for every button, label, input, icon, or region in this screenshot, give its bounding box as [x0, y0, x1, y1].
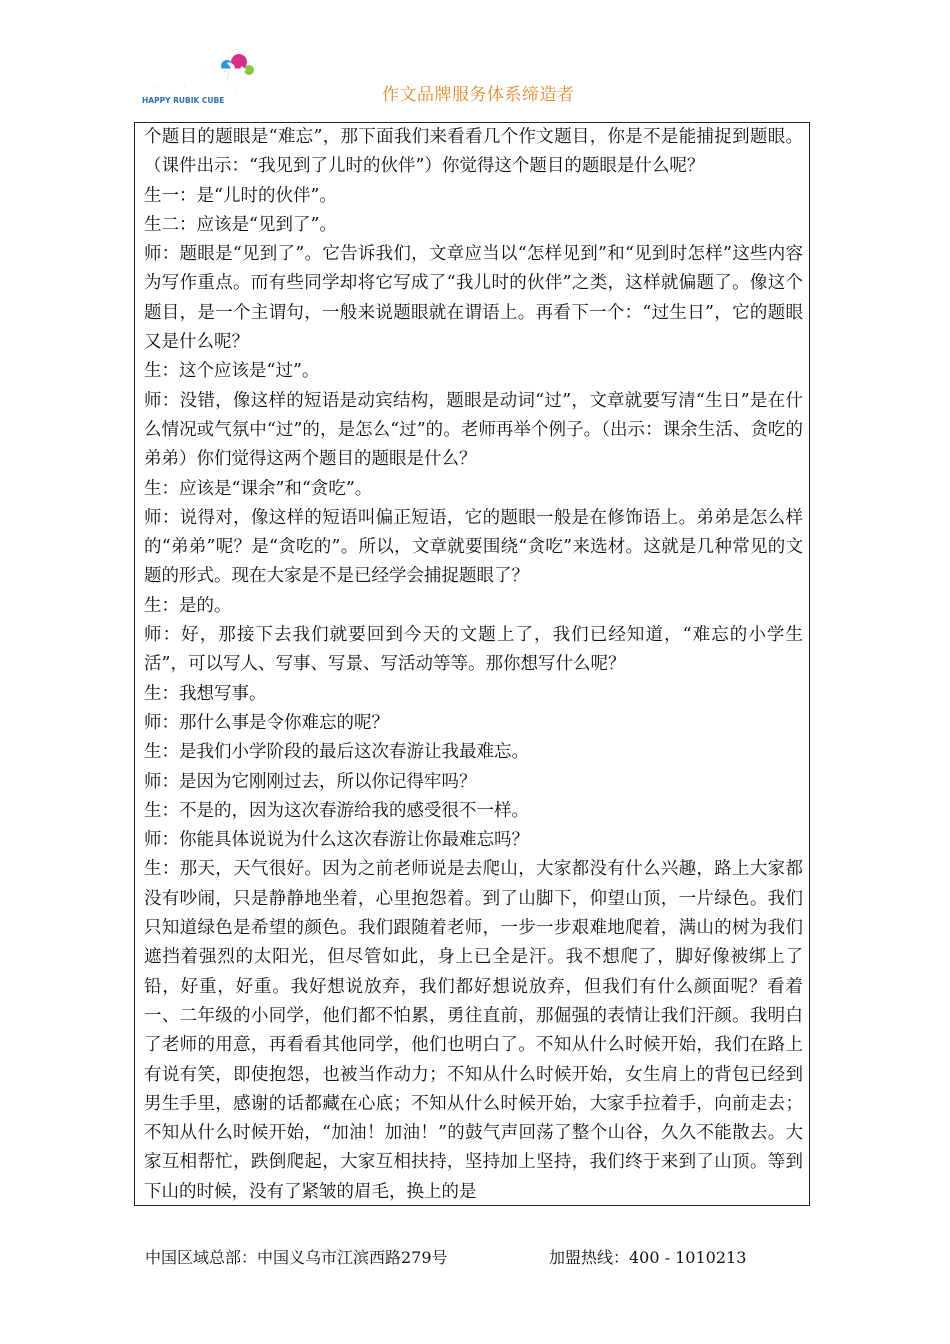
happy-rubik-cube-logo — [128, 52, 258, 108]
dialogue-paragraph: 师：是因为它刚刚过去，所以你记得牢吗？ — [144, 771, 477, 792]
dialogue-paragraph: 生：不是的，因为这次春游给我的感受很不一样。 — [144, 800, 529, 821]
dialogue-paragraph: 师：那什么事是令你难忘的呢？ — [144, 712, 389, 733]
dialogue-paragraph: 师：题眼是“见到了”。它告诉我们，文章应当以“怎样见到”和“见到时怎样”这些内容为写作重点。而有些同学却将它写成了“我儿时的伙伴”之类，这样就偏题了。像这个题目，是一个主谓句，一般来说题眼就在谓语上。再看下一个：“过生日”，它的题眼又是什么呢？ — [144, 244, 803, 353]
dialogue-paragraph: 生二：应该是“见到了”。 — [144, 214, 337, 235]
dialogue-paragraph: 生一：是“儿时的伙伴”。 — [144, 185, 337, 206]
dialogue-paragraph: 生：我想写事。 — [144, 683, 267, 704]
dialogue-paragraph: 生：那天，天气很好。因为之前老师说是去爬山，大家都没有什么兴趣，路上大家都没有吵闹，只是静静地坐着，心里抱怨着。到了山脚下，仰望山顶，一片绿色。我们只知道绿色是希望的颜色。我们跟随着老师，一步一步艰难地爬着，满山的树为我们遮挡着强烈的太阳光，但尽管如此，身上已全是汗。我不想爬了，脚好像被绑上了铅，好重，好重。我好想说放弃，我们都好想说放弃，但我们有什么颜面呢？看着一、二年级的小同学，他们都不怕累，勇往直前，那倔强的表情让我们汗颜。我明白了老师的用意，再看看其他同学，他们也明白了。不知从什么时候开始，我们在路上有说有笑，即使抱怨，也被当作动力；不知从什么时候开始，女生肩上的背包已经到男生手里，感谢的话都藏在心底；不知从什么时候开始，大家手拉着手，向前走去；不知从什么时候开始，“加油！加油！”的鼓气声回荡了整个山谷，久久不能散去。大家互相帮忙，跌倒爬起，大家互相扶持，坚持加上坚持，我们终于来到了山顶。等到下山的时候，没有了紧皱的眉毛，换上的是 — [144, 859, 803, 1202]
dialogue-paragraph: 师：说得对，像这样的短语叫偏正短语，它的题眼一般是在修饰语上。弟弟是怎么样的“弟弟”呢？是“贪吃的”。所以，文章就要围绕“贪吃”来选材。这就是几种常见的文题的形式。现在大家是不是已经学会捕捉题眼了？ — [144, 507, 803, 587]
dialogue-paragraph: 师：你能具体说说为什么这次春游让你最难忘吗？ — [144, 830, 529, 851]
lesson-dialogue — [135, 123, 809, 1206]
dialogue-paragraph: 生：这个应该是“过”。 — [144, 361, 320, 382]
logo-subtext: HAPPY RUBIK CUBE — [142, 96, 225, 105]
header-tagline: 作文品牌服务体系缔造者 — [382, 85, 575, 105]
lesson-content-box — [134, 122, 810, 1206]
dialogue-paragraph: 生：应该是“课余”和“贪吃”。 — [144, 478, 373, 499]
footer-hotline: 加盟热线：400 - 1010213 — [549, 1248, 747, 1267]
logo-wordmark: 快乐魔方 — [130, 61, 247, 95]
dialogue-paragraph: 个题目的题眼是“难忘”，那下面我们来看看几个作文题目，你是不是能捕捉到题眼。（课件出示：“我见到了儿时的伙伴”）你觉得这个题目的题眼是什么呢？ — [144, 127, 803, 177]
dialogue-paragraph: 师：好，那接下去我们就要回到今天的文题上了，我们已经知道，“难忘的小学生活”，可以写人、写事、写景、写活动等等。那你想写什么呢？ — [144, 625, 803, 675]
dialogue-paragraph: 生：是的。 — [144, 595, 232, 616]
dialogue-paragraph: 师：没错，像这样的短语是动宾结构，题眼是动词“过”，文章就要写清“生日”是在什么情况或气氛中“过”的，是怎么“过”的。老师再举个例子。（出示：课余生活、贪吃的弟弟）你们觉得这两个题目的题眼是什么？ — [144, 390, 803, 470]
footer-address: 中国区域总部：中国义乌市江滨西路279号 — [145, 1248, 448, 1267]
dialogue-paragraph: 生：是我们小学阶段的最后这次春游让我最难忘。 — [144, 742, 529, 763]
